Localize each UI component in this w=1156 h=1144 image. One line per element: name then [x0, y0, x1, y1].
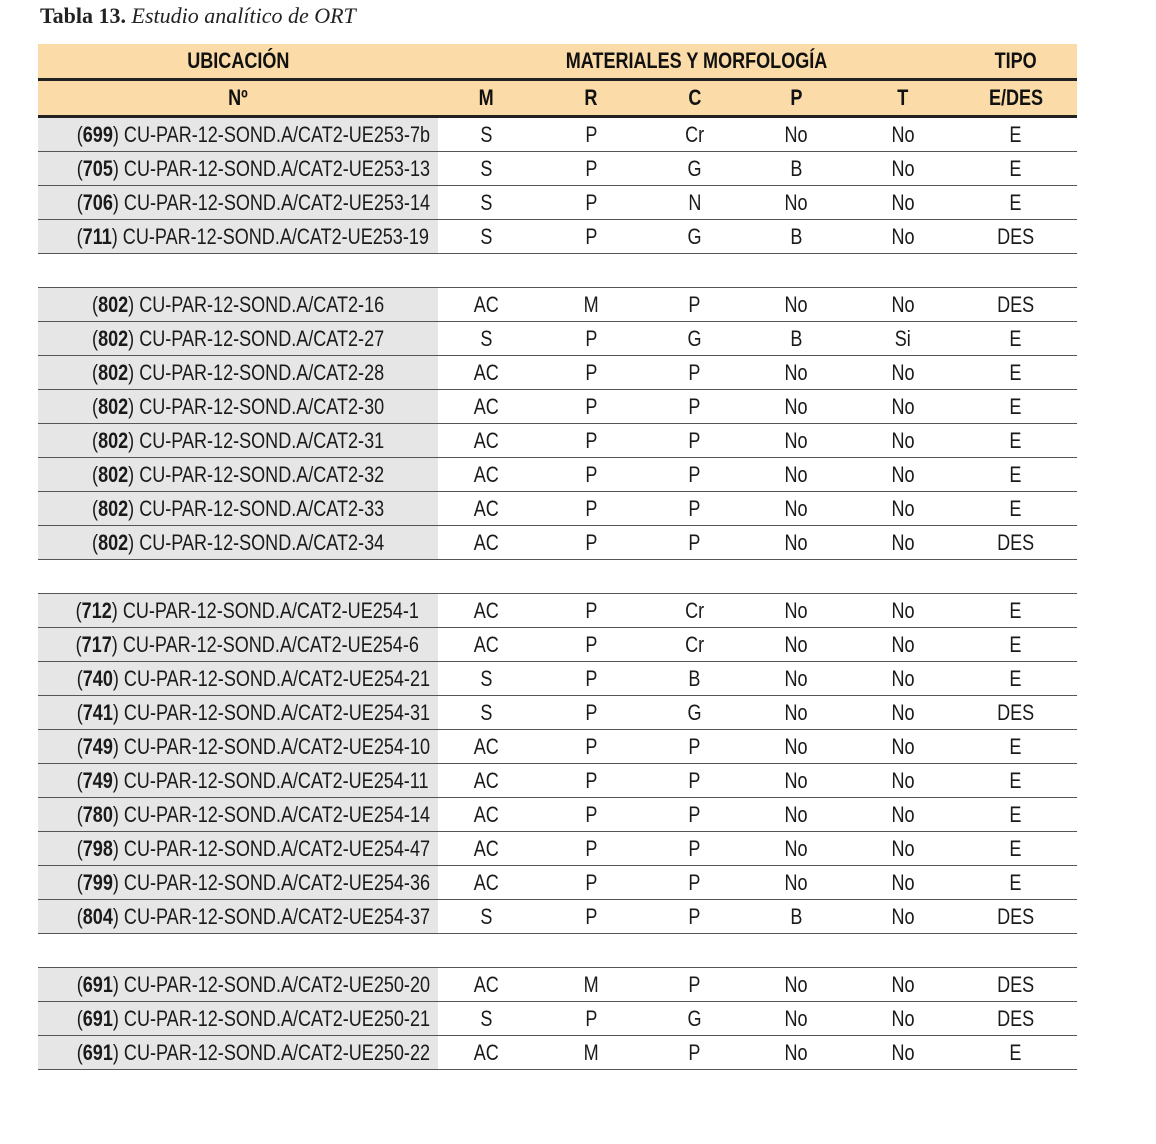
cell-p: No: [741, 594, 852, 628]
cell-tipo: E: [954, 356, 1077, 390]
cell-t: No: [852, 152, 954, 186]
cell-r: M: [534, 968, 648, 1002]
cell-t: No: [852, 1036, 954, 1070]
col-header-p: P: [741, 80, 852, 117]
cell-tipo: E: [954, 390, 1077, 424]
cell-c: P: [648, 424, 741, 458]
cell-m: AC: [438, 798, 534, 832]
ubicacion-cell: (802) CU-PAR-12-SOND.A/CAT2-34: [38, 526, 438, 560]
site-reference: CU-PAR-12-SOND.A/CAT2-UE254-47: [123, 835, 431, 861]
caption-label: Tabla 13.: [40, 3, 127, 28]
inventory-number: 780: [82, 801, 113, 827]
cell-c: G: [648, 696, 741, 730]
inventory-number: 691: [82, 971, 113, 997]
cell-p: No: [741, 458, 852, 492]
cell-c: P: [648, 900, 741, 934]
cell-r: P: [534, 832, 648, 866]
site-reference: CU-PAR-12-SOND.A/CAT2-UE253-13: [123, 155, 431, 181]
cell-c: P: [648, 798, 741, 832]
site-reference: CU-PAR-12-SOND.A/CAT2-UE253-14: [123, 189, 431, 215]
cell-c: P: [648, 526, 741, 560]
site-reference: CU-PAR-12-SOND.A/CAT2-UE254-1: [122, 597, 419, 623]
cell-r: P: [534, 390, 648, 424]
inventory-number: 802: [97, 427, 129, 453]
table-row: [38, 424, 1077, 458]
col-header-r: R: [534, 80, 648, 117]
cell-t: No: [852, 458, 954, 492]
table-row: [38, 152, 1077, 186]
site-reference: CU-PAR-12-SOND.A/CAT2-30: [139, 393, 385, 419]
cell-c: N: [648, 186, 741, 220]
cell-r: P: [534, 356, 648, 390]
site-reference: CU-PAR-12-SOND.A/CAT2-UE254-11: [123, 767, 429, 793]
cell-c: G: [648, 220, 741, 254]
table-row: [38, 628, 1077, 662]
site-reference: CU-PAR-12-SOND.A/CAT2-UE254-36: [123, 869, 431, 895]
cell-m: S: [438, 152, 534, 186]
site-reference: CU-PAR-12-SOND.A/CAT2-34: [139, 529, 385, 555]
cell-r: P: [534, 220, 648, 254]
inventory-number: 799: [82, 869, 113, 895]
cell-t: No: [852, 696, 954, 730]
inventory-number: 691: [82, 1039, 113, 1065]
col-header-n: Nº: [38, 80, 438, 117]
site-reference: CU-PAR-12-SOND.A/CAT2-UE254-31: [123, 699, 431, 725]
site-reference: CU-PAR-12-SOND.A/CAT2-32: [139, 461, 385, 487]
ubicacion-cell: (802) CU-PAR-12-SOND.A/CAT2-28: [38, 356, 438, 390]
cell-tipo: E: [954, 764, 1077, 798]
ubicacion-cell: (802) CU-PAR-12-SOND.A/CAT2-33: [38, 492, 438, 526]
cell-r: P: [534, 866, 648, 900]
cell-r: P: [534, 1002, 648, 1036]
cell-t: No: [852, 866, 954, 900]
cell-tipo: DES: [954, 900, 1077, 934]
cell-r: P: [534, 458, 648, 492]
cell-c: P: [648, 492, 741, 526]
cell-tipo: E: [954, 1036, 1077, 1070]
cell-p: No: [741, 1036, 852, 1070]
cell-p: No: [741, 628, 852, 662]
cell-tipo: E: [954, 117, 1077, 152]
inventory-number: 802: [97, 495, 129, 521]
table-row: [38, 288, 1077, 322]
site-reference: CU-PAR-12-SOND.A/CAT2-UE250-22: [123, 1039, 431, 1065]
cell-c: B: [648, 662, 741, 696]
cell-t: No: [852, 526, 954, 560]
cell-m: AC: [438, 628, 534, 662]
cell-p: No: [741, 1002, 852, 1036]
cell-p: B: [741, 322, 852, 356]
ubicacion-cell: (691) CU-PAR-12-SOND.A/CAT2-UE250-20: [38, 968, 438, 1002]
cell-m: AC: [438, 730, 534, 764]
cell-p: No: [741, 798, 852, 832]
cell-m: AC: [438, 288, 534, 322]
cell-tipo: E: [954, 730, 1077, 764]
table-row: [38, 968, 1077, 1002]
cell-t: No: [852, 628, 954, 662]
cell-p: No: [741, 968, 852, 1002]
cell-t: No: [852, 186, 954, 220]
site-reference: CU-PAR-12-SOND.A/CAT2-UE253-7b: [123, 121, 431, 147]
site-reference: CU-PAR-12-SOND.A/CAT2-UE250-20: [123, 971, 431, 997]
ubicacion-cell: (717) CU-PAR-12-SOND.A/CAT2-UE254-6: [38, 628, 438, 662]
cell-m: S: [438, 900, 534, 934]
site-reference: CU-PAR-12-SOND.A/CAT2-28: [139, 359, 385, 385]
cell-t: No: [852, 220, 954, 254]
inventory-number: 802: [97, 325, 129, 351]
cell-tipo: DES: [954, 526, 1077, 560]
table-row: [38, 186, 1077, 220]
ubicacion-cell: (741) CU-PAR-12-SOND.A/CAT2-UE254-31: [38, 696, 438, 730]
col-header-c: C: [648, 80, 741, 117]
table-row: [38, 220, 1077, 254]
ubicacion-cell: (691) CU-PAR-12-SOND.A/CAT2-UE250-22: [38, 1036, 438, 1070]
site-reference: CU-PAR-12-SOND.A/CAT2-UE254-14: [123, 801, 431, 827]
col-header-tipo: E/DES: [954, 80, 1077, 117]
cell-p: No: [741, 832, 852, 866]
cell-tipo: E: [954, 152, 1077, 186]
cell-t: No: [852, 1002, 954, 1036]
cell-t: No: [852, 764, 954, 798]
cell-r: P: [534, 424, 648, 458]
cell-tipo: E: [954, 832, 1077, 866]
ubicacion-cell: (804) CU-PAR-12-SOND.A/CAT2-UE254-37: [38, 900, 438, 934]
cell-c: P: [648, 764, 741, 798]
cell-p: B: [741, 152, 852, 186]
cell-r: P: [534, 696, 648, 730]
ubicacion-cell: (802) CU-PAR-12-SOND.A/CAT2-30: [38, 390, 438, 424]
cell-m: AC: [438, 594, 534, 628]
group-separator: [38, 254, 1077, 288]
ubicacion-cell: (699) CU-PAR-12-SOND.A/CAT2-UE253-7b: [38, 117, 438, 152]
cell-c: G: [648, 322, 741, 356]
inventory-number: 740: [82, 665, 113, 691]
cell-tipo: E: [954, 594, 1077, 628]
cell-t: Si: [852, 322, 954, 356]
cell-tipo: E: [954, 866, 1077, 900]
table-row: [38, 458, 1077, 492]
cell-c: Cr: [648, 117, 741, 152]
table-row: [38, 322, 1077, 356]
header-tipo: TIPO: [954, 44, 1077, 80]
cell-m: AC: [438, 526, 534, 560]
inventory-number: 712: [81, 597, 112, 623]
table-row: [38, 900, 1077, 934]
cell-tipo: DES: [954, 1002, 1077, 1036]
site-reference: CU-PAR-12-SOND.A/CAT2-UE253-19: [122, 223, 429, 249]
cell-m: AC: [438, 424, 534, 458]
table-row: [38, 526, 1077, 560]
table-row: [38, 696, 1077, 730]
inventory-number: 717: [81, 631, 112, 657]
table-row: [38, 1002, 1077, 1036]
cell-tipo: E: [954, 424, 1077, 458]
site-reference: CU-PAR-12-SOND.A/CAT2-UE254-21: [123, 665, 431, 691]
cell-c: P: [648, 968, 741, 1002]
cell-m: S: [438, 186, 534, 220]
group-separator: [38, 560, 1077, 594]
cell-c: P: [648, 390, 741, 424]
cell-m: AC: [438, 968, 534, 1002]
cell-tipo: E: [954, 628, 1077, 662]
cell-r: P: [534, 322, 648, 356]
cell-p: No: [741, 288, 852, 322]
site-reference: CU-PAR-12-SOND.A/CAT2-UE254-37: [123, 903, 431, 929]
cell-c: G: [648, 152, 741, 186]
cell-m: S: [438, 662, 534, 696]
cell-tipo: E: [954, 662, 1077, 696]
cell-m: S: [438, 1002, 534, 1036]
cell-r: P: [534, 594, 648, 628]
cell-p: No: [741, 662, 852, 696]
cell-c: P: [648, 356, 741, 390]
cell-t: No: [852, 798, 954, 832]
cell-p: No: [741, 356, 852, 390]
cell-tipo: DES: [954, 968, 1077, 1002]
table-caption: [40, 3, 356, 29]
inventory-number: 802: [97, 359, 129, 385]
cell-tipo: E: [954, 322, 1077, 356]
ubicacion-cell: (802) CU-PAR-12-SOND.A/CAT2-32: [38, 458, 438, 492]
cell-r: P: [534, 662, 648, 696]
table-header: [38, 44, 1077, 117]
cell-r: P: [534, 628, 648, 662]
site-reference: CU-PAR-12-SOND.A/CAT2-UE250-21: [123, 1005, 431, 1031]
header-group-row: [38, 44, 1077, 80]
cell-r: P: [534, 730, 648, 764]
table-row: [38, 356, 1077, 390]
inventory-number: 691: [82, 1005, 113, 1031]
col-header-m: M: [438, 80, 534, 117]
cell-m: S: [438, 696, 534, 730]
cell-r: P: [534, 526, 648, 560]
cell-r: P: [534, 186, 648, 220]
header-column-row: [38, 80, 1077, 117]
cell-t: No: [852, 117, 954, 152]
cell-m: AC: [438, 492, 534, 526]
caption-title: Estudio analítico de ORT: [131, 3, 356, 28]
ubicacion-cell: (749) CU-PAR-12-SOND.A/CAT2-UE254-11: [38, 764, 438, 798]
cell-m: AC: [438, 390, 534, 424]
cell-c: P: [648, 1036, 741, 1070]
cell-t: No: [852, 900, 954, 934]
cell-p: No: [741, 117, 852, 152]
inventory-number: 802: [97, 291, 129, 317]
cell-t: No: [852, 356, 954, 390]
cell-p: No: [741, 764, 852, 798]
cell-m: S: [438, 220, 534, 254]
cell-tipo: DES: [954, 696, 1077, 730]
cell-c: P: [648, 458, 741, 492]
cell-t: No: [852, 288, 954, 322]
inventory-number: 798: [82, 835, 113, 861]
cell-c: P: [648, 866, 741, 900]
cell-tipo: E: [954, 798, 1077, 832]
ubicacion-cell: (706) CU-PAR-12-SOND.A/CAT2-UE253-14: [38, 186, 438, 220]
inventory-number: 802: [97, 393, 129, 419]
cell-r: M: [534, 1036, 648, 1070]
table-row: [38, 492, 1077, 526]
ubicacion-cell: (691) CU-PAR-12-SOND.A/CAT2-UE250-21: [38, 1002, 438, 1036]
table-body: [38, 117, 1077, 1070]
ubicacion-cell: (802) CU-PAR-12-SOND.A/CAT2-31: [38, 424, 438, 458]
cell-r: P: [534, 764, 648, 798]
site-reference: CU-PAR-12-SOND.A/CAT2-27: [139, 325, 385, 351]
cell-t: No: [852, 662, 954, 696]
cell-p: No: [741, 866, 852, 900]
cell-t: No: [852, 594, 954, 628]
cell-c: P: [648, 288, 741, 322]
table-row: [38, 730, 1077, 764]
cell-m: AC: [438, 832, 534, 866]
cell-p: No: [741, 730, 852, 764]
cell-c: P: [648, 730, 741, 764]
inventory-number: 741: [82, 699, 113, 725]
ubicacion-cell: (749) CU-PAR-12-SOND.A/CAT2-UE254-10: [38, 730, 438, 764]
cell-c: G: [648, 1002, 741, 1036]
ubicacion-cell: (740) CU-PAR-12-SOND.A/CAT2-UE254-21: [38, 662, 438, 696]
inventory-number: 749: [82, 733, 113, 759]
cell-tipo: DES: [954, 288, 1077, 322]
header-materiales: MATERIALES Y MORFOLOGÍA: [438, 44, 954, 80]
cell-t: No: [852, 492, 954, 526]
cell-m: AC: [438, 764, 534, 798]
site-reference: CU-PAR-12-SOND.A/CAT2-16: [139, 291, 385, 317]
inventory-number: 749: [82, 767, 113, 793]
ubicacion-cell: (802) CU-PAR-12-SOND.A/CAT2-27: [38, 322, 438, 356]
ubicacion-cell: (798) CU-PAR-12-SOND.A/CAT2-UE254-47: [38, 832, 438, 866]
cell-p: No: [741, 186, 852, 220]
cell-t: No: [852, 832, 954, 866]
inventory-number: 802: [97, 461, 129, 487]
table-row: [38, 594, 1077, 628]
header-ubicacion: UBICACIÓN: [38, 44, 438, 80]
cell-m: AC: [438, 1036, 534, 1070]
ubicacion-cell: (799) CU-PAR-12-SOND.A/CAT2-UE254-36: [38, 866, 438, 900]
ubicacion-cell: (802) CU-PAR-12-SOND.A/CAT2-16: [38, 288, 438, 322]
cell-m: AC: [438, 356, 534, 390]
cell-tipo: E: [954, 458, 1077, 492]
table-row: [38, 117, 1077, 152]
cell-p: B: [741, 900, 852, 934]
cell-r: P: [534, 900, 648, 934]
ubicacion-cell: (711) CU-PAR-12-SOND.A/CAT2-UE253-19: [38, 220, 438, 254]
cell-m: S: [438, 322, 534, 356]
ubicacion-cell: (780) CU-PAR-12-SOND.A/CAT2-UE254-14: [38, 798, 438, 832]
table-row: [38, 798, 1077, 832]
cell-p: No: [741, 424, 852, 458]
cell-tipo: E: [954, 186, 1077, 220]
cell-p: No: [741, 390, 852, 424]
table-row: [38, 866, 1077, 900]
cell-t: No: [852, 730, 954, 764]
cell-r: P: [534, 492, 648, 526]
cell-r: M: [534, 288, 648, 322]
table-row: [38, 1036, 1077, 1070]
cell-tipo: E: [954, 492, 1077, 526]
cell-t: No: [852, 390, 954, 424]
col-header-t: T: [852, 80, 954, 117]
inventory-number: 804: [82, 903, 113, 929]
cell-r: P: [534, 117, 648, 152]
cell-m: AC: [438, 458, 534, 492]
site-reference: CU-PAR-12-SOND.A/CAT2-UE254-10: [123, 733, 431, 759]
cell-p: No: [741, 492, 852, 526]
inventory-number: 711: [82, 223, 112, 249]
inventory-number: 705: [82, 155, 113, 181]
cell-t: No: [852, 968, 954, 1002]
inventory-number: 802: [97, 529, 129, 555]
ubicacion-cell: (712) CU-PAR-12-SOND.A/CAT2-UE254-1: [38, 594, 438, 628]
cell-m: AC: [438, 866, 534, 900]
table-row: [38, 832, 1077, 866]
cell-r: P: [534, 798, 648, 832]
cell-p: B: [741, 220, 852, 254]
site-reference: CU-PAR-12-SOND.A/CAT2-31: [139, 427, 385, 453]
inventory-number: 706: [82, 189, 113, 215]
site-reference: CU-PAR-12-SOND.A/CAT2-UE254-6: [122, 631, 419, 657]
cell-c: Cr: [648, 628, 741, 662]
cell-c: P: [648, 832, 741, 866]
ort-analysis-table: [38, 44, 1077, 1070]
cell-tipo: DES: [954, 220, 1077, 254]
table-row: [38, 764, 1077, 798]
group-separator: [38, 934, 1077, 968]
table-row: [38, 390, 1077, 424]
cell-r: P: [534, 152, 648, 186]
cell-m: S: [438, 117, 534, 152]
ubicacion-cell: (705) CU-PAR-12-SOND.A/CAT2-UE253-13: [38, 152, 438, 186]
cell-c: Cr: [648, 594, 741, 628]
inventory-number: 699: [82, 121, 113, 147]
site-reference: CU-PAR-12-SOND.A/CAT2-33: [139, 495, 385, 521]
cell-t: No: [852, 424, 954, 458]
cell-p: No: [741, 526, 852, 560]
table-row: [38, 662, 1077, 696]
cell-p: No: [741, 696, 852, 730]
